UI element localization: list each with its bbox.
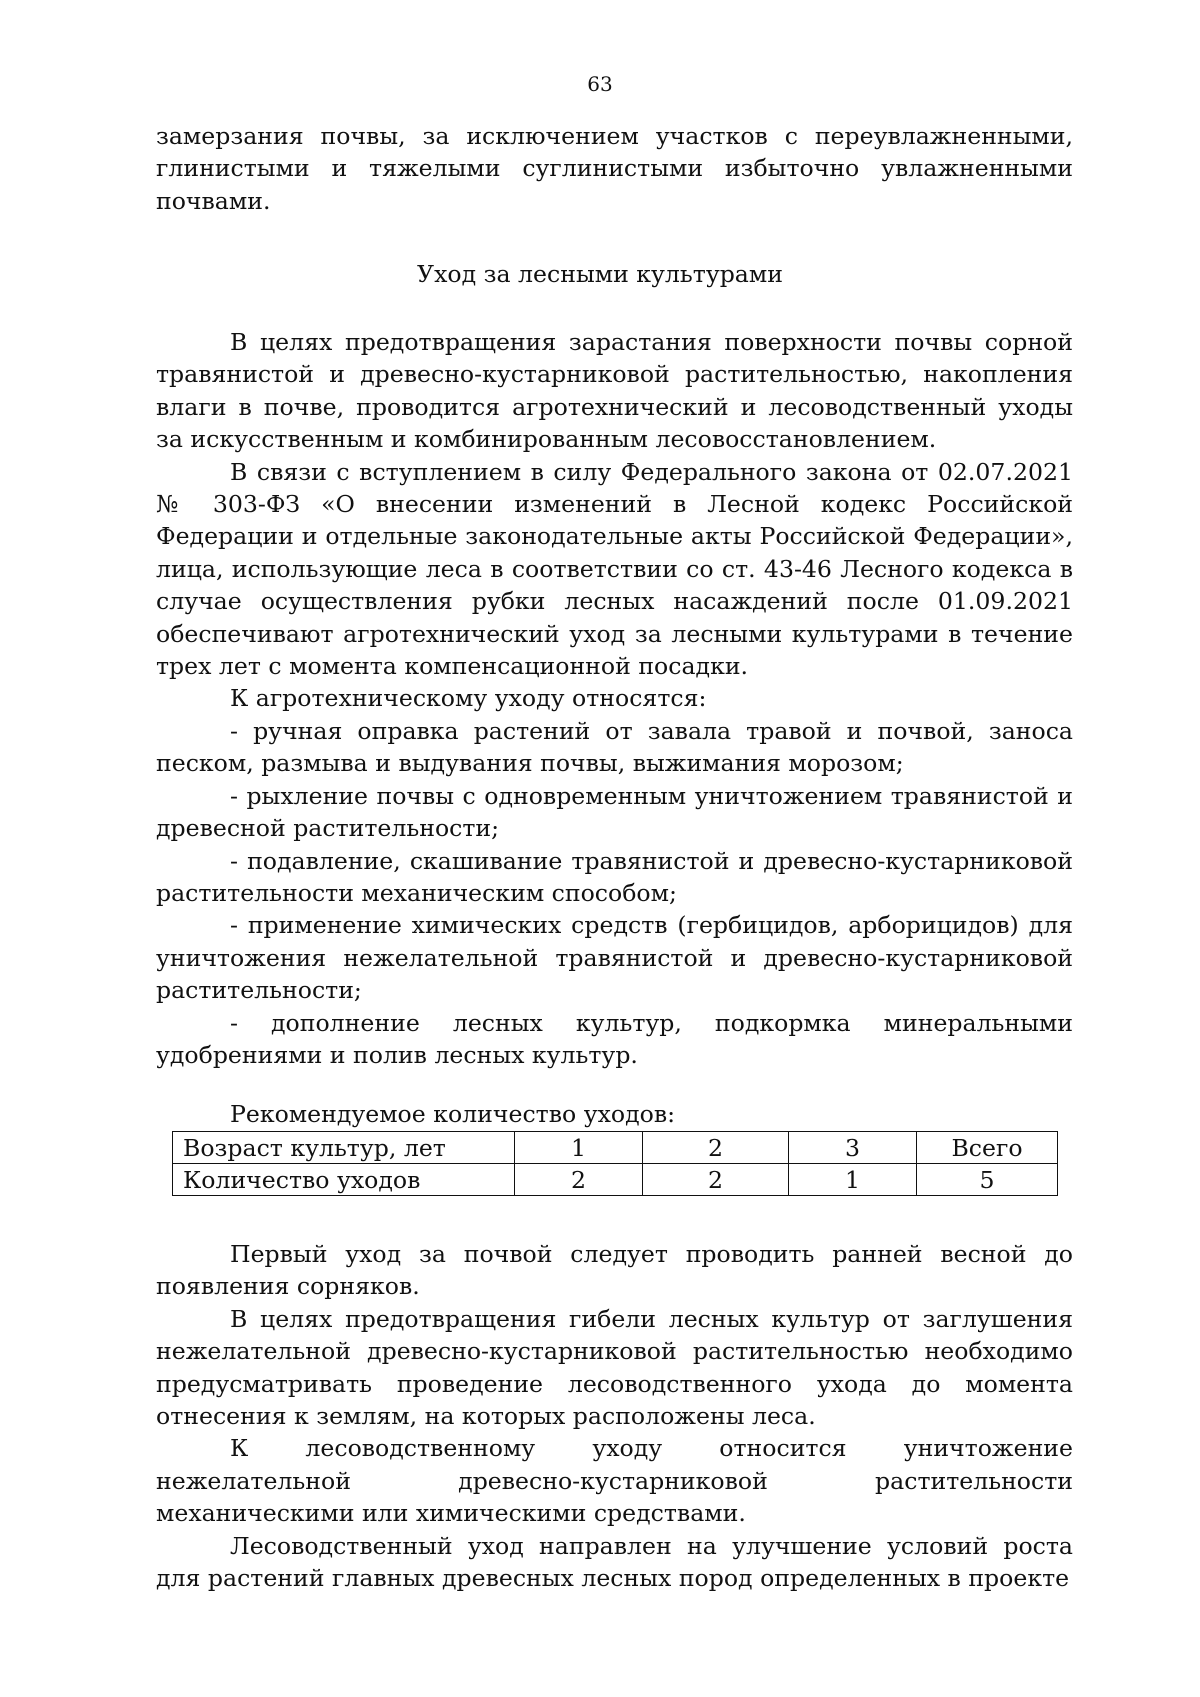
list-item-manual-correction: - ручная оправка растений от завала травой и почвой, заноса песком, размыва и выдувания почвы, выжимания морозом; [156,716,1073,778]
paragraph-prevention: В целях предотвращения гибели лесных культур от заглушения нежелательной древесно-кустарниковой растительностью необходимо предусматривать проведение лесоводственного ухода до момента отнесения к землям, на которых расположены леса. [156,1304,1073,1431]
bottom-text-block [156,1238,1073,1594]
paragraph-agro-care-intro: К агротехническому уходу относятся: [230,684,707,713]
table-row [173,1164,1058,1196]
table-cell: Возраст культур, лет [173,1132,515,1164]
top-text-block [156,120,1073,217]
section-heading: Уход за лесными культурами [417,260,783,288]
paragraph-silvicultural-care: К лесоводственному уходу относится уничтожение нежелательной древесно-кустарниковой растительности механическими или химическими средствами. [156,1434,1073,1528]
table-cell: 1 [789,1164,917,1196]
table-cell: 2 [643,1132,789,1164]
table-cell: 2 [515,1164,643,1196]
paragraph-first-care: Первый уход за почвой следует проводить ранней весной до появления сорняков. [156,1240,1073,1301]
main-text-block [156,326,1073,1071]
care-count-table [172,1131,1058,1196]
table-row [173,1132,1058,1164]
list-item-loosening: - рыхление почвы с одновременным уничтожением травянистой и древесной растительности; [156,781,1073,843]
table-cell: 3 [789,1132,917,1164]
list-item-chemicals: - применение химических средств (гербицидов, арборицидов) для уничтожения нежелательной травянистой и древесно-кустарниковой растительности; [156,911,1073,1005]
table-cell: 1 [515,1132,643,1164]
table-cell: Всего [917,1132,1058,1164]
paragraph-federal-law: В связи с вступлением в силу Федерального закона от 02.07.2021 № 303-ФЗ «О внесении изменений в Лесной кодекс Российской Федерации и отдельные законодательные акты Российской Федерации», лица, использующие леса в соответствии со ст. 43-46 Лесного кодекса в случае осуществления рубки лесных насаждений после 01.09.2021 обеспечивают агротехнический уход за лесными культурами в течение трех лет с момента компенсационной посадки. [156,457,1073,681]
list-item-suppression: - подавление, скашивание травянистой и древесно-кустарниковой растительности механическим способом; [156,846,1073,907]
paragraph-growth-conditions: Лесоводственный уход направлен на улучшение условий роста для растений главных древесных лесных пород определенных в проекте [156,1531,1073,1593]
list-item-supplement: - дополнение лесных культур, подкормка минеральными удобрениями и полив лесных культур. [156,1008,1073,1069]
table-cell: Количество уходов [173,1164,515,1196]
paragraph-purpose: В целях предотвращения зарастания поверхности почвы сорной травянистой и древесно-кустарниковой растительностью, накопления влаги в почве, проводится агротехнический и лесоводственный уходы за искусственным и комбинированным лесовосстановлением. [156,328,1073,454]
table-cell: 2 [643,1164,789,1196]
table-caption: Рекомендуемое количество уходов: [230,1100,676,1128]
paragraph-continuation: замерзания почвы, за исключением участков с переувлажненными, глинистыми и тяжелыми суглинистыми избыточно увлажненными почвами. [156,122,1073,215]
table-cell: 5 [917,1164,1058,1196]
page-number: 63 [587,72,613,96]
